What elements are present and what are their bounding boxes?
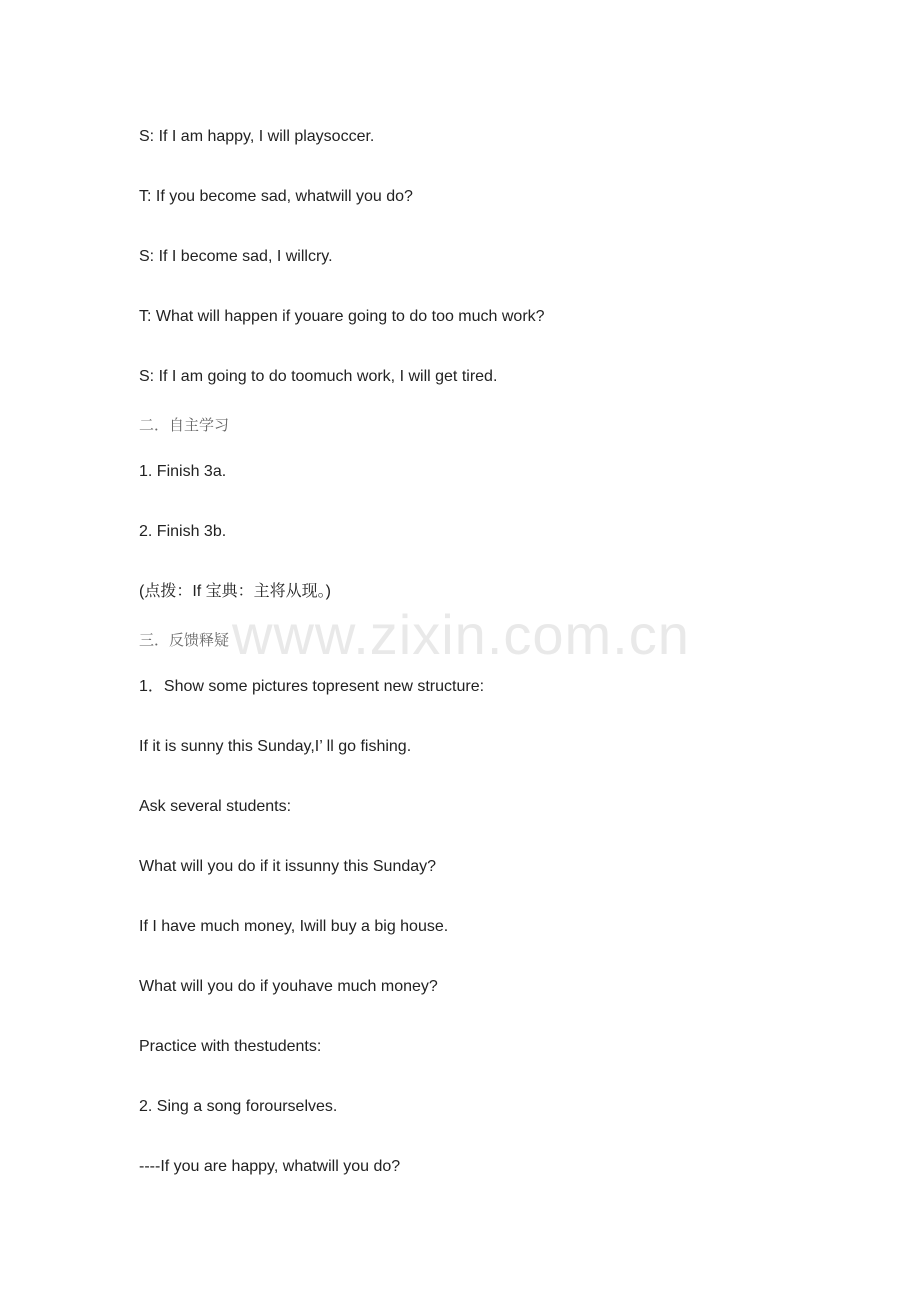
example-sentence: If it is sunny this Sunday,I’ ll go fishing. [139, 738, 412, 755]
task-item: 1．Show some pictures topresent new structure: [139, 678, 485, 695]
task-item: 2. Sing a song forourselves. [139, 1098, 338, 1115]
dialogue-line: T: If you become sad, whatwill you do? [139, 188, 413, 205]
watermark: www.zixin.com.cn [232, 603, 690, 666]
task-item: 1. Finish 3a. [139, 463, 227, 480]
dialogue-line: S: If I am going to do toomuch work, I will get tired. [139, 368, 498, 385]
instruction-line: Practice with thestudents: [139, 1038, 322, 1055]
example-sentence: What will you do if it issunny this Sunday? [139, 858, 437, 875]
task-item: 2. Finish 3b. [139, 523, 227, 540]
example-sentence: What will you do if youhave much money? [139, 978, 438, 995]
example-sentence: If I have much money, Iwill buy a big house. [139, 918, 449, 935]
dialogue-line: S: If I am happy, I will playsoccer. [139, 128, 375, 145]
hint-note: (点拨：If 宝典：主将从现。) [139, 583, 331, 600]
dialogue-line: T: What will happen if youare going to do too much work? [139, 308, 545, 325]
section-heading: 二．自主学习 [139, 416, 230, 434]
dialogue-line: S: If I become sad, I willcry. [139, 248, 333, 265]
instruction-line: Ask several students: [139, 798, 292, 815]
section-heading: 三．反馈释疑 [139, 631, 230, 649]
dialogue-line: ----If you are happy, whatwill you do? [139, 1158, 401, 1175]
